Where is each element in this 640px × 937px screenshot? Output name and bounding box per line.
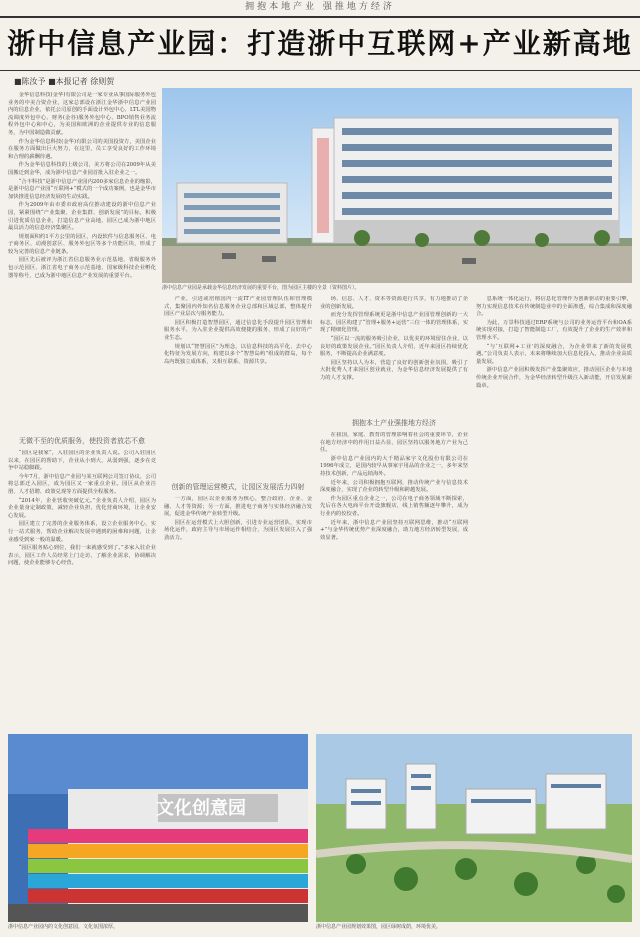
article-column-5 xyxy=(320,432,468,728)
bottom-left-photo xyxy=(8,734,308,922)
paragraph: 园区坚持以人为本，营造了良好的创新创业氛围，吸引了大批优秀人才来园区创业就业，为金华信息经济发展提供了有力的人才支撑。 xyxy=(320,359,468,381)
paragraph: “园区以一流的服务吸引企业，以优美的环境留住企业，以良好的政策发展企业。”园区负责人介绍，近年来园区持续优化服务，不断提高企业满意度。 xyxy=(320,335,468,358)
subhead-left: 无微不至的优质服务，使投资者放芯不愈 xyxy=(19,437,145,445)
paragraph: 作为金华信息科技(金华)有限公司的美国投资方，美国企业在服务方面做出巨大努力，在这里，员工享受良好的工作环境和合理的薪酬待遇。 xyxy=(8,138,156,160)
subhead-right: 拥抱本土产业强推地方经济 xyxy=(352,419,436,427)
paragraph: “园区服务贴心到位，我们一来就感受到了。”多家入驻企业表示，园区工作人员经常上门走访，了解企业需求，协调解决问题，使企业能够专心经营。 xyxy=(8,545,156,567)
paragraph: 园区积极打造智慧园区，通过信息化手段提升园区管理和服务水平，为入驻企业提供高效便捷的服务，形成了良好的产业生态。 xyxy=(164,319,312,341)
subhead-middle: 创新的管理运营模式，让园区发展活力四射 xyxy=(171,483,305,491)
article-column-6 xyxy=(476,296,632,728)
paragraph: 金华信息科技(金华)有限公司是一家专业从事国际服务外包业务的中美合资企业，这家总部设在浙江金华浙中信息产业园内的信息企业，依托公司原创的手面设计外包中心、LTL美国物流调度外包中心、财务(金谷)服务外包中心、BPO销售业务流程外包中心和中心，为美国和欧洲的企业提供专业的信息服务，为中国制造做贡献。 xyxy=(8,92,156,136)
paragraph: 息系统一体化运行，将信息化管理作为创新驱动的重要引擎，努力实现信息技术在传统制造业中的全面渗透，综合集成和深度融合。 xyxy=(476,296,632,318)
article-column-3b xyxy=(164,496,312,728)
park-rendering-illustration xyxy=(316,734,632,922)
paragraph: 园区在运营模式上大胆创新，引进专业运营团队，实现市场化运作，政府主导与市场运作相结合，为园区发展注入了强劲活力。 xyxy=(164,519,312,541)
paragraph: 作为园区重点企业之一，公司在电子商务领域不断探索，先后在各大电商平台开设旗舰店，线上销售额逐年攀升，成为行业内的佼佼者。 xyxy=(320,495,468,517)
slogan-bar: 拥抱本地产业 强推地方经济 xyxy=(245,2,395,12)
top-photo xyxy=(162,88,632,283)
paragraph: 场、信息、人才、资本等资源进行共享，有力地推动了企业的创新发展。 xyxy=(320,296,468,310)
creative-park-illustration xyxy=(8,734,308,922)
building-sign: 文化创意园 xyxy=(156,798,246,819)
paragraph: 规划面积约1平方公里的园区，内设软件与信息服务区、电子商务区、动漫创意区、服务外包区等多个功能区块，形成了较为完善的信息产业链条。 xyxy=(8,233,156,255)
paragraph: 近年来，公司积极拥抱互联网，推动传统产业与信息技术深度融合，实现了企业的转型升级和跨越发展。 xyxy=(320,479,468,494)
paragraph: 今年7月，浙中信息产业园与某互联网公司签订协议，公司将总部迁入园区，成为园区又一家重点企业。园区从企业注册、人才招聘、政策兑现等方面提供全程服务。 xyxy=(8,473,156,495)
paragraph: 浙中信息产业园积极发挥产业集聚效应，推动园区企业与本地传统企业开展合作，为金华经济转型升级注入新动能，开启发展新篇章。 xyxy=(476,367,632,389)
bottom-left-caption: 浙中信息产业园内的文化创意园，文化氛围浓厚。 xyxy=(8,924,119,930)
paragraph: 规划以“智慧园区”为理念，以信息科技的高平化、去中心化特征为发展方向，构建以多个“智慧岛屿”组成的群岛，每个岛内既独立成体系，又相互联系、资源共享。 xyxy=(164,343,312,365)
office-building-illustration xyxy=(162,88,632,283)
paragraph: 近年来，浙中信息产业园坚持互联网思维，推动“互联网+”与金华传统优势产业深度融合，助力地方经济转型发展，成效显著。 xyxy=(320,519,468,541)
article-column-3 xyxy=(164,296,312,478)
paragraph: 而充分发挥管理系统更是浙中信息产业园管理创新的一大标志，园区构建了“管理+服务+运营”三位一体的管理体系，实现了精细化管理。 xyxy=(320,312,468,334)
paragraph: 为此，万景科技通过ERP系统与公司的业务运营平台和OA系统实现对接，打造了智能制造工厂，有效提升了企业的生产效率和管理水平。 xyxy=(476,319,632,341)
paragraph: 园区先后被评为浙江省信息服务业示范基地、省级服务外包示范园区、浙江省电子商务示范基地、国家级科技企业孵化器等称号，已成为浙中地区信息产业发展的重要平台。 xyxy=(8,257,156,279)
paragraph: 一方面，园区以企业服务为核心，整合政府、企业、金融、人才等资源；另一方面，推进电子商务与实体经济融合发展，促进金华传统产业转型升级。 xyxy=(164,496,312,518)
top-photo-caption: 浙中信息产业园是承载金华信息经济发展的重要平台，图为园区主楼的全景（资料图片）。 xyxy=(162,285,360,291)
paragraph: “与‘互联网+工业’的深度融合，为企业带来了新的发展机遇。”公司负责人表示，未来将继续加大信息化投入，推动企业高质量发展。 xyxy=(476,343,632,365)
article-column-2 xyxy=(8,450,156,728)
paragraph: “园区是我家”，入驻园区的企业负责人说。公司入驻园区以来，在园区的帮助下，企业从小到大，从弱到强，逐步在竞争中站稳脚跟。 xyxy=(8,450,156,472)
bottom-right-photo xyxy=(316,734,632,922)
paragraph: 作为金华信息科技的上级公司，美方将公司在2009年从美国搬迁到金华，成为浙中信息产业园首批入驻企业之一。 xyxy=(8,162,156,176)
paragraph: 在我国，家庭、教育的管理影响着社会的重要环节，企业在地方经济中的作用日益凸显，园区坚持以服务地方产业为己任。 xyxy=(320,432,468,454)
paragraph: “2014年，企业营收突破亿元。”企业负责人介绍，园区为企业量身定制政策，减轻企业负担，优化营商环境，让企业安心发展。 xyxy=(8,497,156,519)
bottom-right-caption: 浙中信息产业园规划效果图，园区绿树成荫，环境优美。 xyxy=(316,924,442,930)
paragraph: 作为2009年由市委市政府高位推动建设的浙中信息产业园，紧紧围绕“产业集聚、企业集群、创新发展”的目标，积极引进优质信息企业，打造信息产业高地，园区已成为浙中地区最具活力的信息经济集聚区。 xyxy=(8,202,156,232)
byline: ■陈汝予 ■本报记者 徐则贺 xyxy=(14,77,115,86)
paragraph: 园区建立了完善的企业服务体系，设立企业服务中心，实行一站式服务，帮助企业解决发展中遇到的困难和问题，让企业感受到家一般的温暖。 xyxy=(8,521,156,543)
page-title: 浙中信息产业园：打造浙中互联网+产业新高地 xyxy=(0,16,640,71)
paragraph: 产业，引进或培植国内一流IT产业园管理队伍和管理模式，集聚园内外知名信息服务企业总部和区域总部，整体提升园区产业层次与服务能力。 xyxy=(164,296,312,318)
article-column-4 xyxy=(320,296,468,411)
article-column-1 xyxy=(8,92,156,432)
paragraph: “合丰科技”是浙中信息产业园内200多家信息企业的缩影，是浙中信息产业园“互联网+”模式的一个成功案例，也是金华市加快推进信息经济发展的生动实践。 xyxy=(8,178,156,200)
paragraph: 浙中信息产业园内的大千精品家宇文化股份有限公司在1996年成立，是国内较早从事家宇用品的企业之一，多年来坚持技术创新，产品远销海外。 xyxy=(320,455,468,477)
